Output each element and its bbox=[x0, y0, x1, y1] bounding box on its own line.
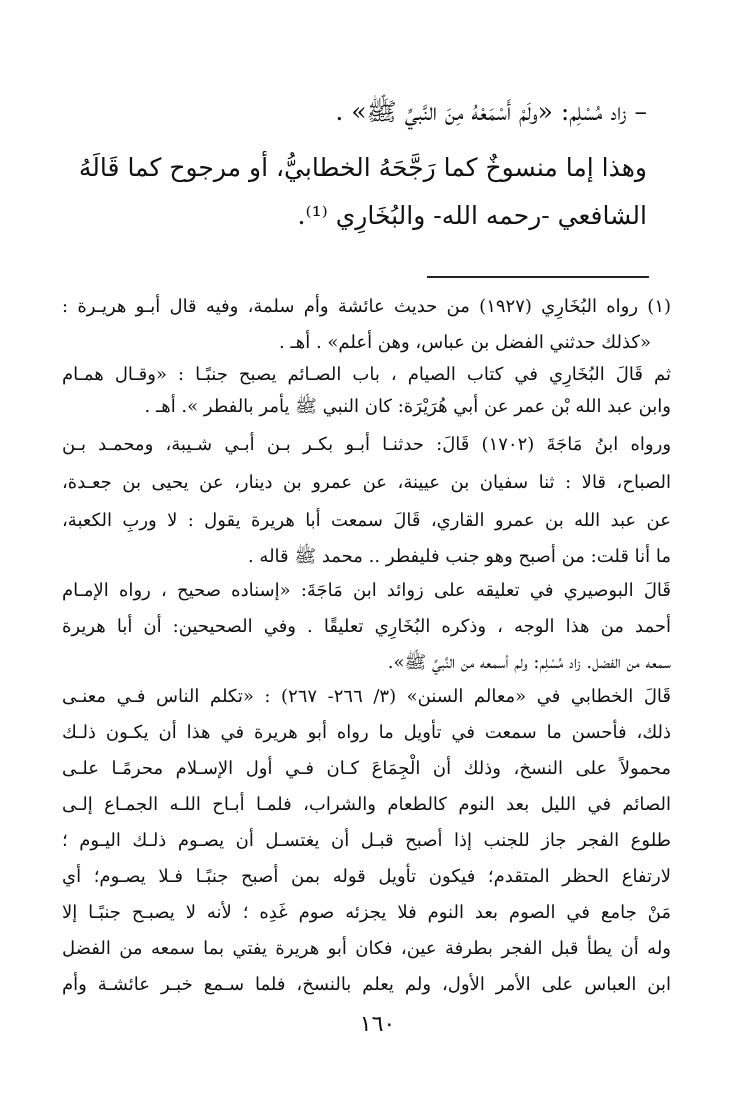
footnote-line-3: ثم قَالَ البُخَارِي في كتاب الصيام ، باب الصـائم يصبح جنبًـا : «وقـال همـام bbox=[62, 364, 671, 385]
footnote-line-19: وله أن يطأ قبل الفجر بطرفة عين، فكان أبو هريرة يفتي بما سمعه من الفضل bbox=[62, 938, 671, 959]
footnote-divider bbox=[427, 276, 649, 278]
footnote-line-13: ذلك، فأحسن ما سمعت في تأويل ما رواه أبو هريرة في هذا أن يكـون ذلـك bbox=[62, 722, 671, 743]
main-text-line-2: وهذا إما منسوخٌ كما رَجَّحَهُ الخطابيُّ، أو مرجوح كما قَالَهُ bbox=[78, 153, 647, 182]
footnote-line-6: الصباح، قالا : ثنا سفيان بن عيينة، عن عمرو بن دينار، عن يحيى بن جعـدة، bbox=[62, 472, 671, 493]
footnote-line-16: طلوع الفجر جاز للجنب إذا أصبح قبـل أن يغتسـل أن يصـوم ذلـك اليـوم ؛ bbox=[62, 830, 671, 851]
main-text-line-1: – زاد مُسْلِم: «ولَمْ أَسْمَعْهُ مِنَ النَّبيِّ ﷺ» . bbox=[335, 97, 647, 126]
page-number: ١٦٠ bbox=[359, 1012, 396, 1037]
footnote-line-8: ما أنا قلت: من أصبح وهو جنب فليفطر .. محمد ﷺ قاله . bbox=[247, 546, 671, 567]
footnote-line-12: قَالَ الخطابي في «معالم السنن» (٣/ ٢٦٦- ٢٦٧) : «تكلم الناس فـي معنـى bbox=[62, 686, 671, 707]
footnote-line-17: لارتفاع الحظر المتقدم؛ فيكون تأويل قوله بمن أصبح جنبًـا فـلا يصـوم؛ أي bbox=[62, 866, 671, 887]
footnote-line-11: سمعه من الفضل. زاد مُسْلِم: ولم أسمعه من النَّبيِّ ﷺ». bbox=[387, 652, 671, 673]
footnote-line-7: عن عبد الله بن عمرو القاري، قَالَ سمعت أبا هريرة يقول : لا وربِ الكعبة، bbox=[62, 510, 671, 531]
footnote-line-18: مَنْ جامع في الصوم بعد النوم فلا يجزئه صوم غَدِه ؛ لأنه لا يصبـح جنبًـا إلا bbox=[62, 902, 671, 923]
footnote-line-2: «كذلك حدثني الفضل بن عباس، وهن أعلم» . أهـ . bbox=[279, 332, 651, 353]
footnote-line-5: ورواه ابنُ مَاجَةَ (١٧٠٢) قَالَ: حدثنـا أبـو بكـر بـن أبـي شـيبة، ومحمـد بـن bbox=[62, 434, 672, 455]
main-text-line-3: الشافعي -رحمه الله- والبُخَارِي ⁽¹⁾. bbox=[297, 201, 647, 230]
footnote-line-9: قَالَ البوصيري في تعليقه على زوائد ابن مَاجَةَ: «إسناده صحيح ، رواه الإمـام bbox=[62, 580, 671, 601]
footnote-line-10: أحمد من هذا الوجه ، وذكره البُخَارِي تعليقًا . وفي الصحيحين: أن أبا هريرة bbox=[62, 616, 671, 637]
footnote-line-14: محمولاً على النسخ، وذلك أن الْجِمَاعَ كـان فـي أول الإسـلام محرمًـا علـى bbox=[62, 758, 671, 779]
footnote-line-4: وابن عبد الله بْن عمر عن أبي هُرَيْرَة: كان النبي ﷺ يأمر بالفطر ». أهـ . bbox=[144, 396, 671, 417]
footnote-line-15: الصائم في الليل بعد النوم كالطعام والشراب، فلمـا أبـاح اللـه الجمـاع إلـى bbox=[62, 794, 671, 815]
footnote-line-20: ابن العباس على الأمر الأول، ولم يعلم بالنسخ، فلما سـمع خبـر عائشـة وأم bbox=[62, 974, 671, 995]
footnote-line-1: (١) رواه البُخَارِي (١٩٢٧) من حديث عائشة وأم سلمة، وفيه قال أبـو هريـرة : bbox=[62, 296, 672, 317]
